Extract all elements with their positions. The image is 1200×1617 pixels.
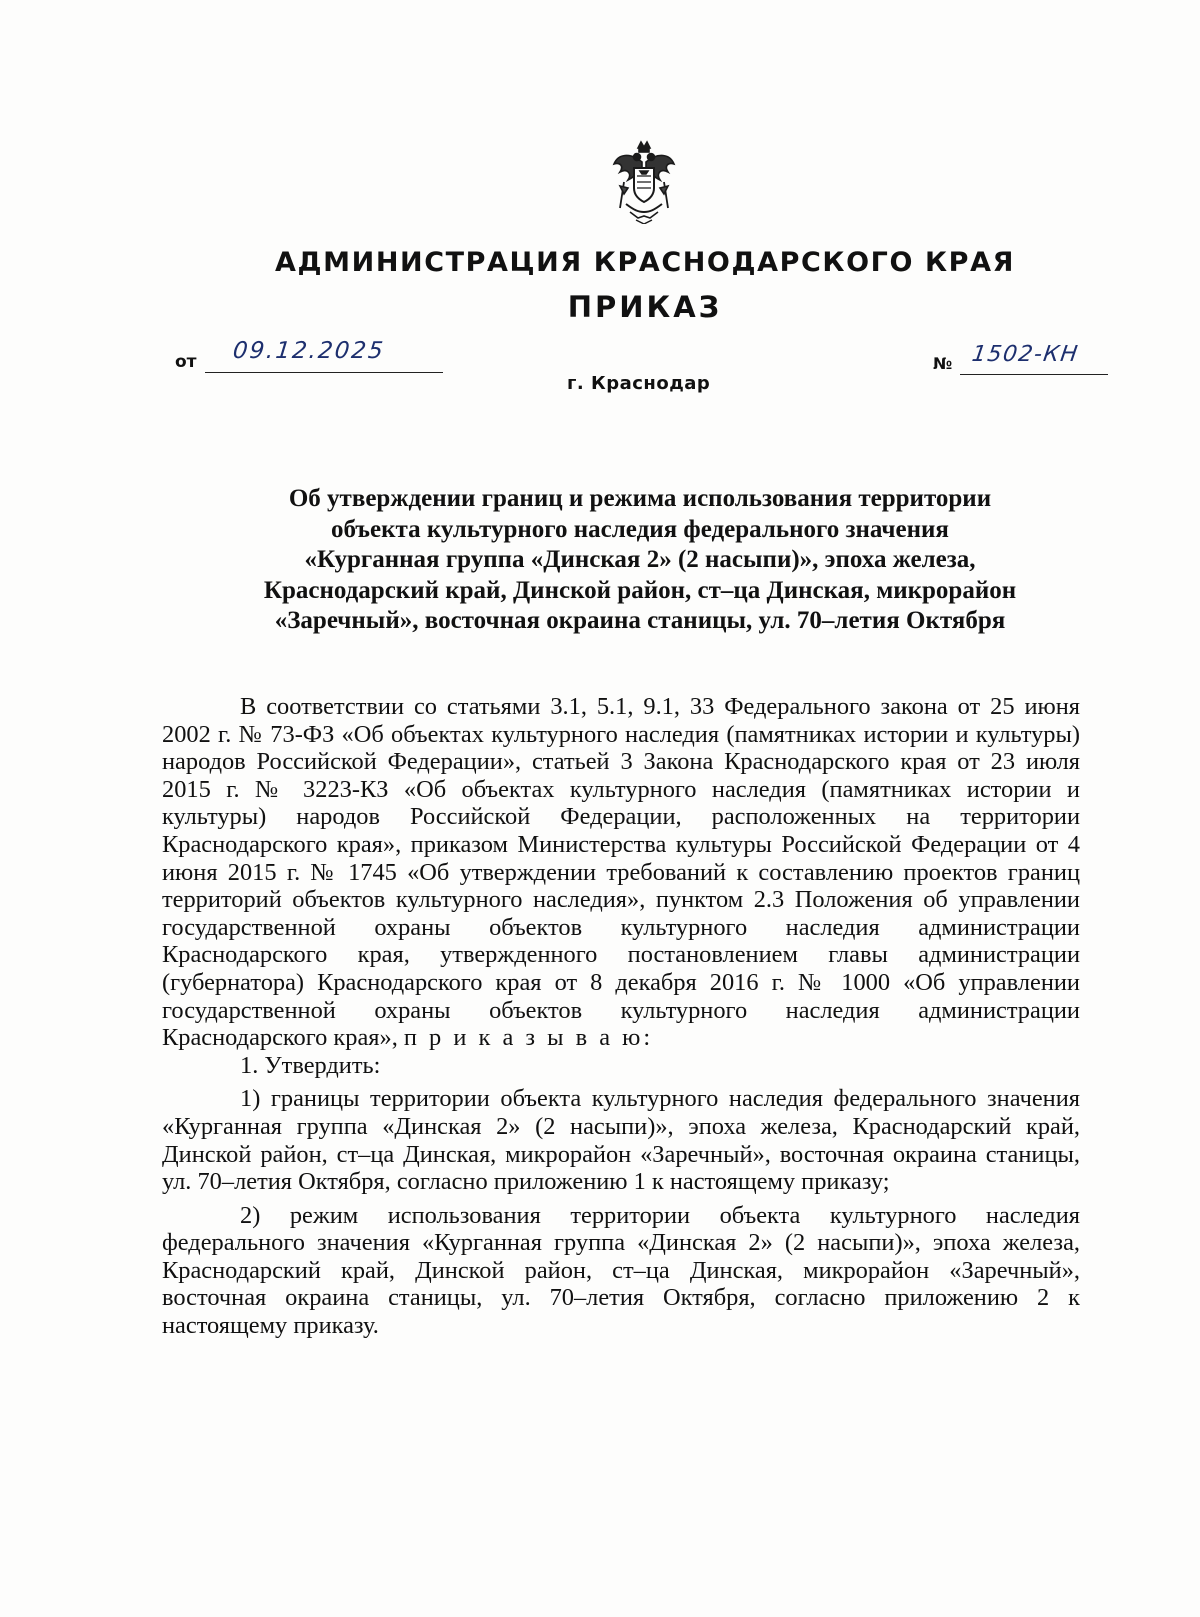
organization-title: АДМИНИСТРАЦИЯ КРАСНОДАРСКОГО КРАЯ [275, 247, 1015, 278]
item-1-2: 2) режим использования территории объекта культурного наследия федерального значения «Курганная группа «Динская 2» (2 насыпи)», эпоха железа, Краснодарский край, Динской район, ст–ца Динская, микрорайон «Заречный», восточная окраина станицы, ул. 70–летия Октября, согласно приложению 2 к настоящему приказу. [162, 1201, 1080, 1340]
number-label: № [933, 354, 953, 373]
date-field [205, 338, 443, 373]
order-heading [160, 484, 1120, 637]
item-1-1: 1) границы территории объекта культурного наследия федерального значения «Курганная группа «Динская 2» (2 насыпи)», эпоха железа, Краснодарский край, Динской район, ст–ца Динская, микрорайон «Заречный», восточная окраина станицы, ул. 70–летия Октября, согласно приложению 1 к настоящему приказу; [162, 1085, 1080, 1196]
order-body [162, 693, 1080, 1340]
preamble-text: В соответствии со статьями 3.1, 5.1, 9.1, 33 Федерального закона от 25 июня 2002 г. № 73-ФЗ «Об объектах культурного наследия (памятниках истории и культуры) народов Российской Федерации», статьей 3 Закона Краснодарского края от 23 июля 2015 г. № 3223-КЗ «Об объектах культурного наследия (памятниках истории и культуры) народов Российской Федерации, расположенных на территории Краснодарского края», приказом Министерства культуры Российской Федерации от 4 июня 2015 г. № 1745 «Об утверждении требований к составлению проектов границ территорий объектов культурного наследия», пунктом 2.3 Положения об управлении государственной охраны объектов культурного наследия администрации Краснодарского края, утвержденного постановлением главы администрации (губернатора) Краснодарского края от 8 декабря 2016 г. № 1000 «Об управлении государственной охраны объектов культурного наследия администрации Краснодарского края», [162, 693, 1080, 1052]
heading-line: «Заречный», восточная окраина станицы, ул. 70–летия Октября [274, 607, 1006, 634]
number-field [960, 344, 1108, 375]
date-number-row [0, 340, 1200, 400]
handwritten-number: 1502-КН [970, 342, 1081, 367]
krasnodar-coat-of-arms-icon [608, 138, 680, 224]
document-type-title: ПРИКАЗ [567, 290, 723, 324]
heading-line: объекта культурного наследия федерального значения [331, 515, 949, 543]
item-1: 1. Утвердить: [240, 1051, 381, 1079]
date-label: от [175, 352, 197, 372]
handwritten-date: 09.12.2025 [231, 338, 387, 364]
heading-line: Краснодарский край, Динской район, ст–ца Динская, микрорайон [263, 576, 1017, 604]
order-word: п р и к а з ы в а ю: [403, 1024, 654, 1052]
heading-line: Об утверждении границ и режима использования территории [288, 485, 992, 512]
heading-line: «Курганная группа «Динская 2» (2 насыпи)», эпоха железа, [304, 546, 976, 573]
city-label: г. Краснодар [567, 373, 711, 394]
preamble-paragraph [162, 693, 1080, 1052]
